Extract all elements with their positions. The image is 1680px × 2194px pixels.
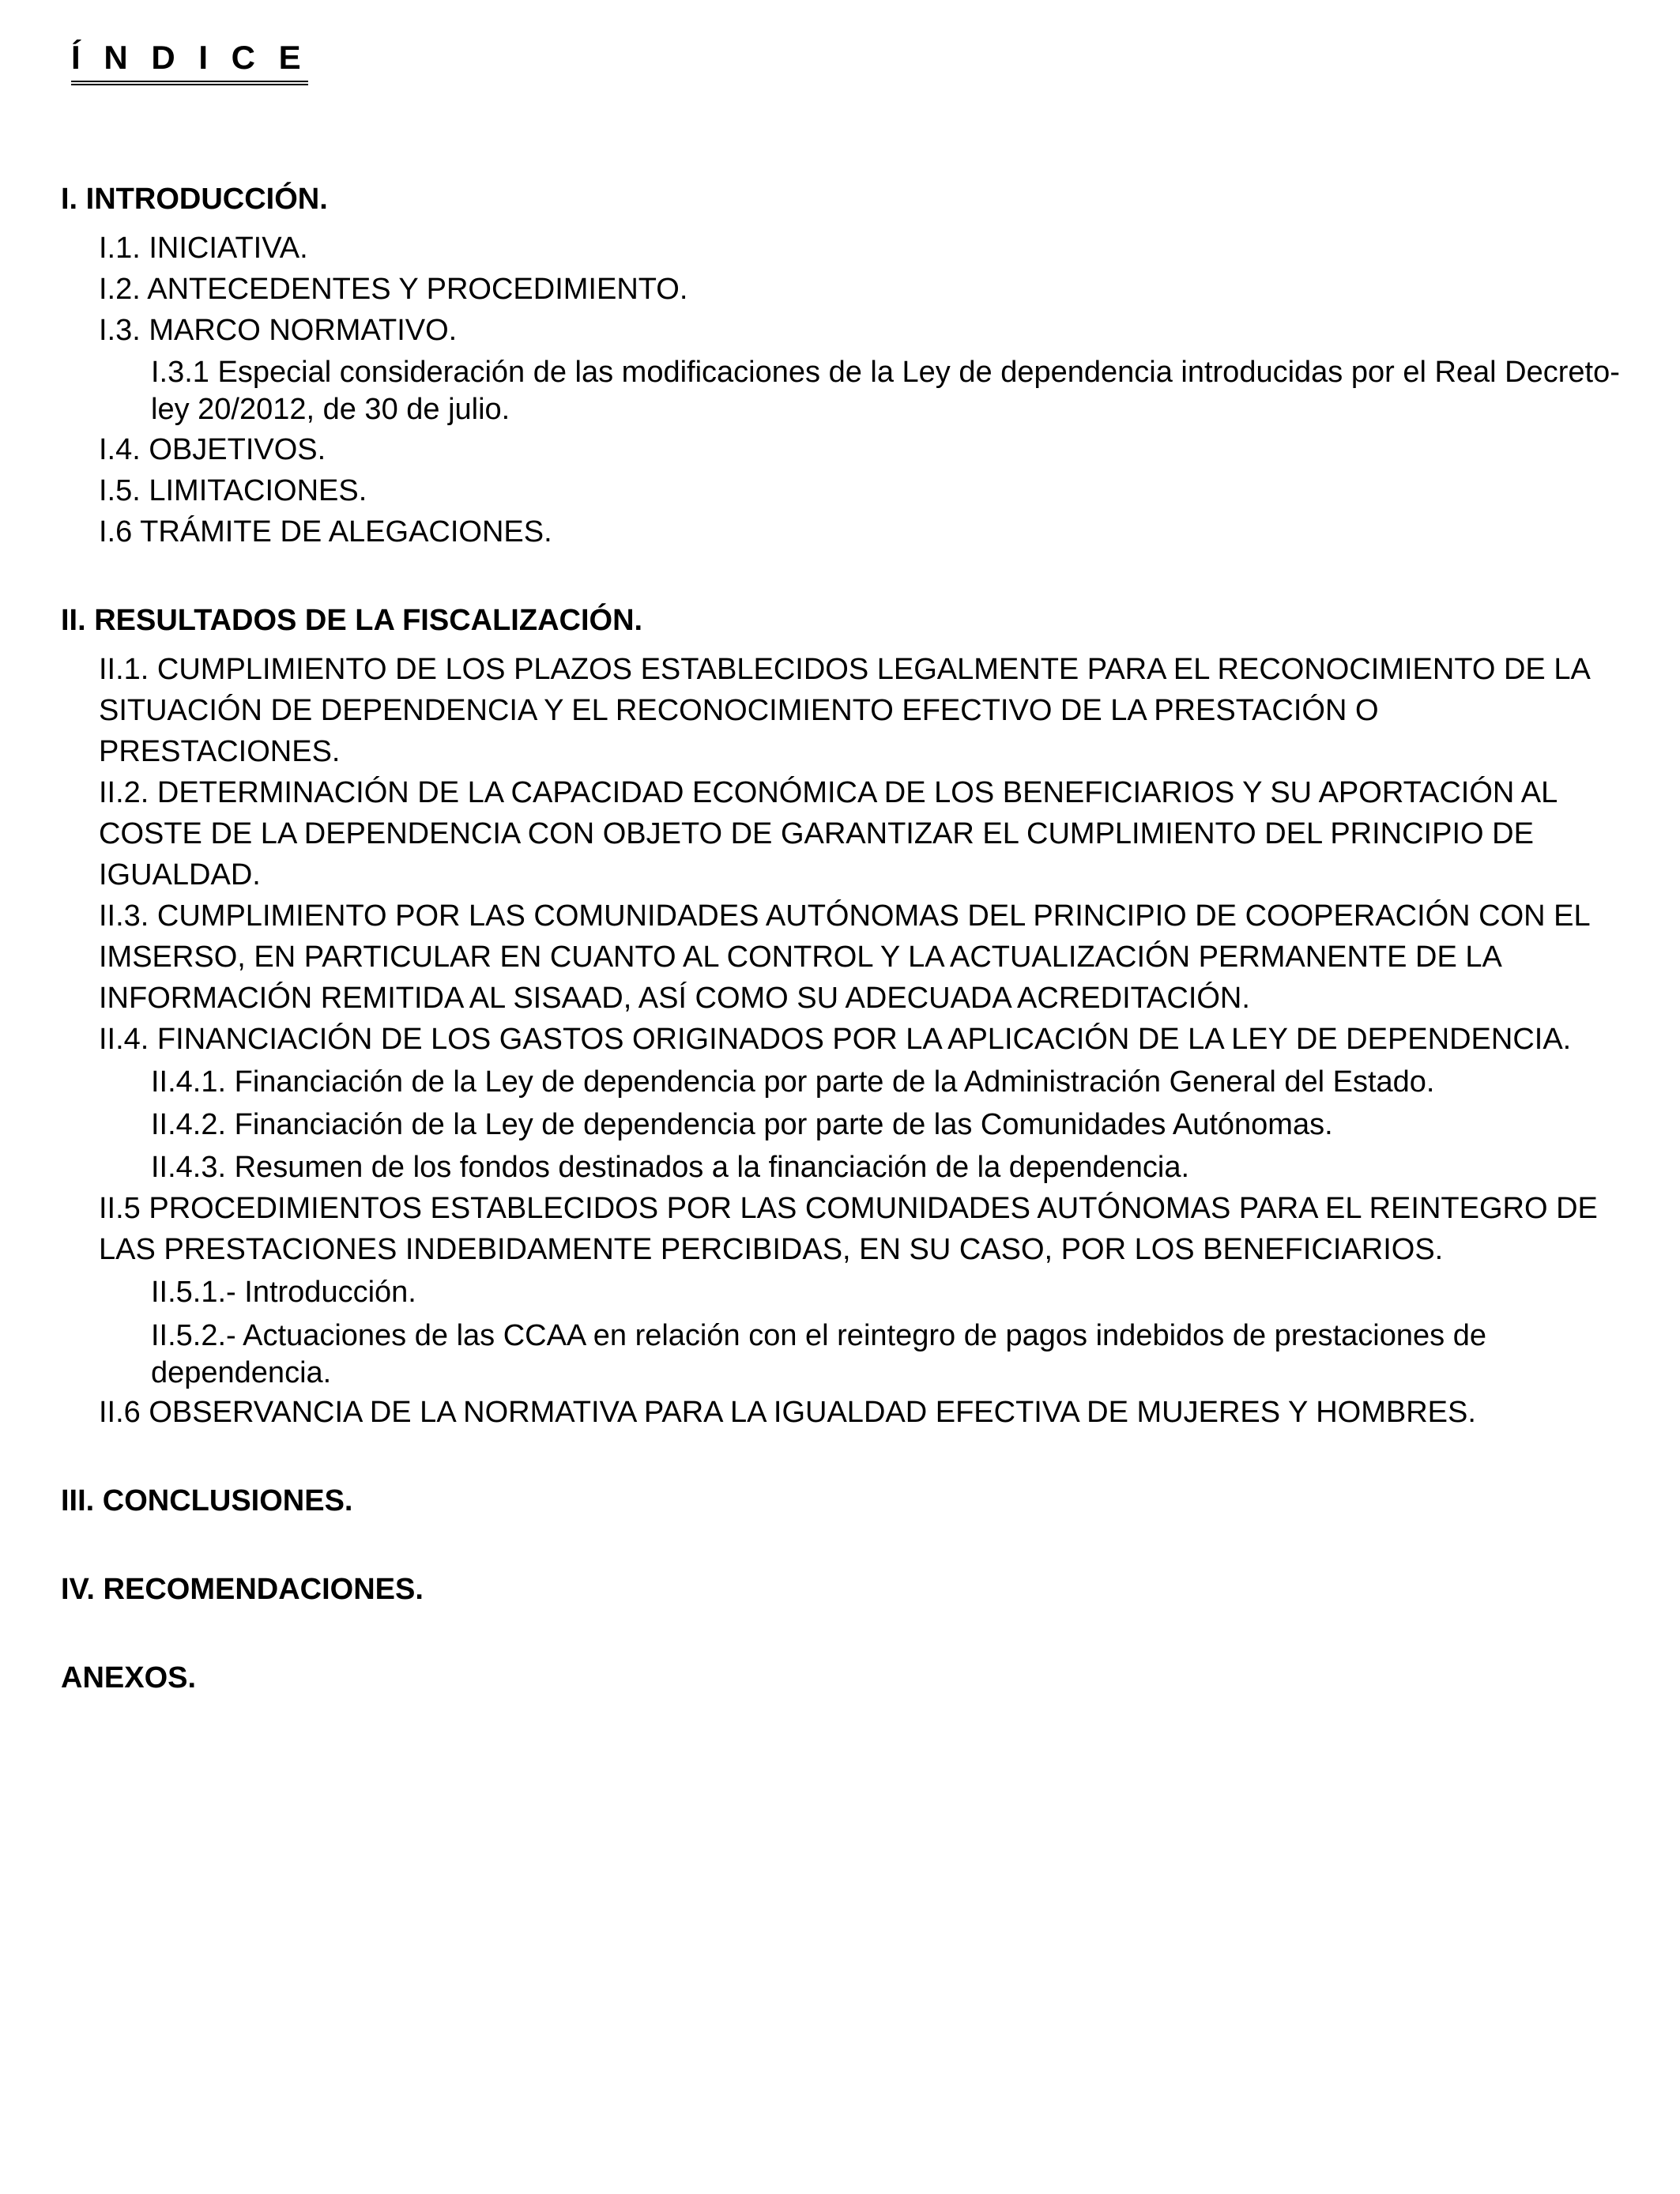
toc-entry-ii-4-1[interactable]: II.4.1. Financiación de la Ley de dependencia por parte de la Administración General del Estado.: [151, 1065, 1435, 1099]
toc-entry-ii-2[interactable]: II.2. DETERMINACIÓN DE LA CAPACIDAD ECONÓMICA DE LOS BENEFICIARIOS Y SU APORTACIÓN AL COSTE DE LA DEPENDENCIA CON OBJETO DE GARANTIZAR EL CUMPLIMIENTO DEL PRINCIPIO DE IGUALDAD.: [99, 776, 1557, 892]
toc-entry-ii-3[interactable]: II.3. CUMPLIMIENTO POR LAS COMUNIDADES AUTÓNOMAS DEL PRINCIPIO DE COOPERACIÓN CON EL IMSERSO, EN PARTICULAR EN CUANTO AL CONTROL Y LA ACTUALIZACIÓN PERMANENTE DE LA INFORMACIÓN REMITIDA AL SISAAD, ASÍ COMO SU ADECUADA ACREDITACIÓN.: [99, 899, 1590, 1015]
table-of-contents: [61, 179, 1625, 1698]
toc-entry-ii-4-3[interactable]: II.4.3. Resumen de los fondos destinados a la financiación de la dependencia.: [151, 1151, 1190, 1184]
toc-section-conclusiones[interactable]: III. CONCLUSIONES.: [61, 1484, 353, 1517]
toc-entry-i-6[interactable]: I.6 TRÁMITE DE ALEGACIONES.: [99, 515, 552, 548]
toc-section-recomendaciones[interactable]: IV. RECOMENDACIONES.: [61, 1573, 424, 1606]
toc-entry-ii-4[interactable]: II.4. FINANCIACIÓN DE LOS GASTOS ORIGINADOS POR LA APLICACIÓN DE LA LEY DE DEPENDENCIA.: [99, 1023, 1572, 1056]
toc-entry-i-3-1[interactable]: I.3.1 Especial consideración de las modificaciones de la Ley de dependencia introducidas por el Real Decreto-ley 20/2012, de 30 de julio.: [151, 356, 1620, 426]
toc-section-anexos[interactable]: ANEXOS.: [61, 1661, 197, 1695]
toc-entry-i-5[interactable]: I.5. LIMITACIONES.: [99, 474, 367, 507]
toc-entry-i-4[interactable]: I.4. OBJETIVOS.: [99, 433, 326, 466]
toc-section-introduccion[interactable]: I. INTRODUCCIÓN.: [61, 183, 328, 216]
toc-entry-i-2[interactable]: I.2. ANTECEDENTES Y PROCEDIMIENTO.: [99, 273, 688, 306]
toc-entry-ii-6[interactable]: II.6 OBSERVANCIA DE LA NORMATIVA PARA LA IGUALDAD EFECTIVA DE MUJERES Y HOMBRES.: [99, 1396, 1476, 1429]
toc-entry-i-3[interactable]: I.3. MARCO NORMATIVO.: [99, 314, 458, 347]
toc-entry-i-1[interactable]: I.1. INICIATIVA.: [99, 232, 308, 265]
toc-entry-ii-1[interactable]: II.1. CUMPLIMIENTO DE LOS PLAZOS ESTABLECIDOS LEGALMENTE PARA EL RECONOCIMIENTO DE LA SITUACIÓN DE DEPENDENCIA Y EL RECONOCIMIENTO EFECTIVO DE LA PRESTACIÓN O PRESTACIONES.: [99, 653, 1589, 768]
toc-entry-ii-4-2[interactable]: II.4.2. Financiación de la Ley de dependencia por parte de las Comunidades Autónomas.: [151, 1108, 1333, 1141]
toc-entry-ii-5-2[interactable]: II.5.2.- Actuaciones de las CCAA en relación con el reintegro de pagos indebidos de prestaciones de dependencia.: [151, 1319, 1486, 1389]
index-title: Í N D I C E: [71, 41, 308, 85]
toc-section-resultados[interactable]: II. RESULTADOS DE LA FISCALIZACIÓN.: [61, 604, 643, 637]
toc-entry-ii-5-1[interactable]: II.5.1.- Introducción.: [151, 1276, 416, 1309]
toc-entry-ii-5[interactable]: II.5 PROCEDIMIENTOS ESTABLECIDOS POR LAS COMUNIDADES AUTÓNOMAS PARA EL REINTEGRO DE LAS PRESTACIONES INDEBIDAMENTE PERCIBIDAS, EN SU CASO, POR LOS BENEFICIARIOS.: [99, 1192, 1598, 1266]
